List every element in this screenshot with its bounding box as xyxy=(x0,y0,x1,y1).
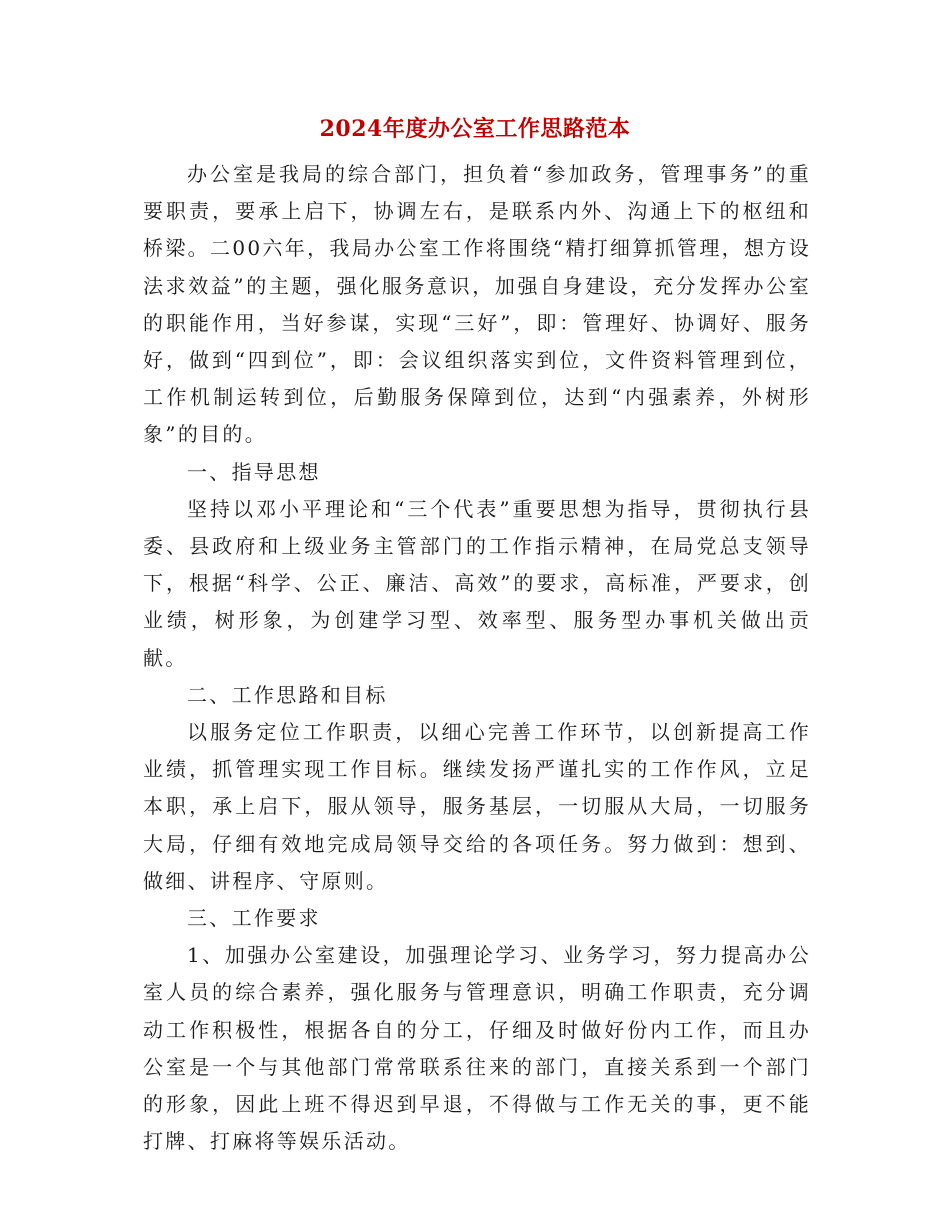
document-title: 2024年度办公室工作思路范本 xyxy=(319,116,631,142)
paragraph-intro: 办公室是我局的综合部门，担负着“参加政务，管理事务”的重要职责，要承上启下，协调左右，是联系内外、沟通上下的枢纽和桥梁。二00六年，我局办公室工作将围绕“精打细算抓管理，想方设法求效益”的主题，强化服务意识，加强自身建设，充分发挥办公室的职能作用，当好参谋，实现“三好”，即：管理好、协调好、服务好，做到“四到位”，即：会议组织落实到位，文件资料管理到位，工作机制运转到位，后勤服务保障到位，达到“内强素养，外树形象”的目的。 xyxy=(143,162,811,447)
paragraph-work-requirements-1: 1、加强办公室建设，加强理论学习、业务学习，努力提高办公室人员的综合素养，强化服务与管理意识，明确工作职责，充分调动工作积极性，根据各自的分工，仔细及时做好份内工作，而且办公室是一个与其他部门常常联系往来的部门，直接关系到一个部门的形象，因此上班不得迟到早退，不得做与工作无关的事，更不能打牌、打麻将等娱乐活动。 xyxy=(143,943,811,1154)
document-body xyxy=(143,156,811,1160)
section-heading-guiding-ideology: 一、指导思想 xyxy=(187,459,321,484)
section-heading-work-requirements: 三、工作要求 xyxy=(187,906,321,931)
section-heading-work-ideas: 二、工作思路和目标 xyxy=(187,682,388,707)
paragraph-guiding-ideology: 坚持以邓小平理论和“三个代表”重要思想为指导，贯彻执行县委、县政府和上级业务主管部门的工作指示精神，在局党总支领导下，根据“科学、公正、廉洁、高效”的要求，高标准，严要求，创业绩，树形象，为创建学习型、效率型、服务型办事机关做出贡献。 xyxy=(143,496,811,670)
paragraph-work-ideas: 以服务定位工作职责，以细心完善工作环节，以创新提高工作业绩，抓管理实现工作目标。继续发扬严谨扎实的工作作风，立足本职，承上启下，服从领导，服务基层，一切服从大局，一切服务大局，仔细有效地完成局领导交给的各项任务。努力做到：想到、做细、讲程序、守原则。 xyxy=(143,720,811,893)
